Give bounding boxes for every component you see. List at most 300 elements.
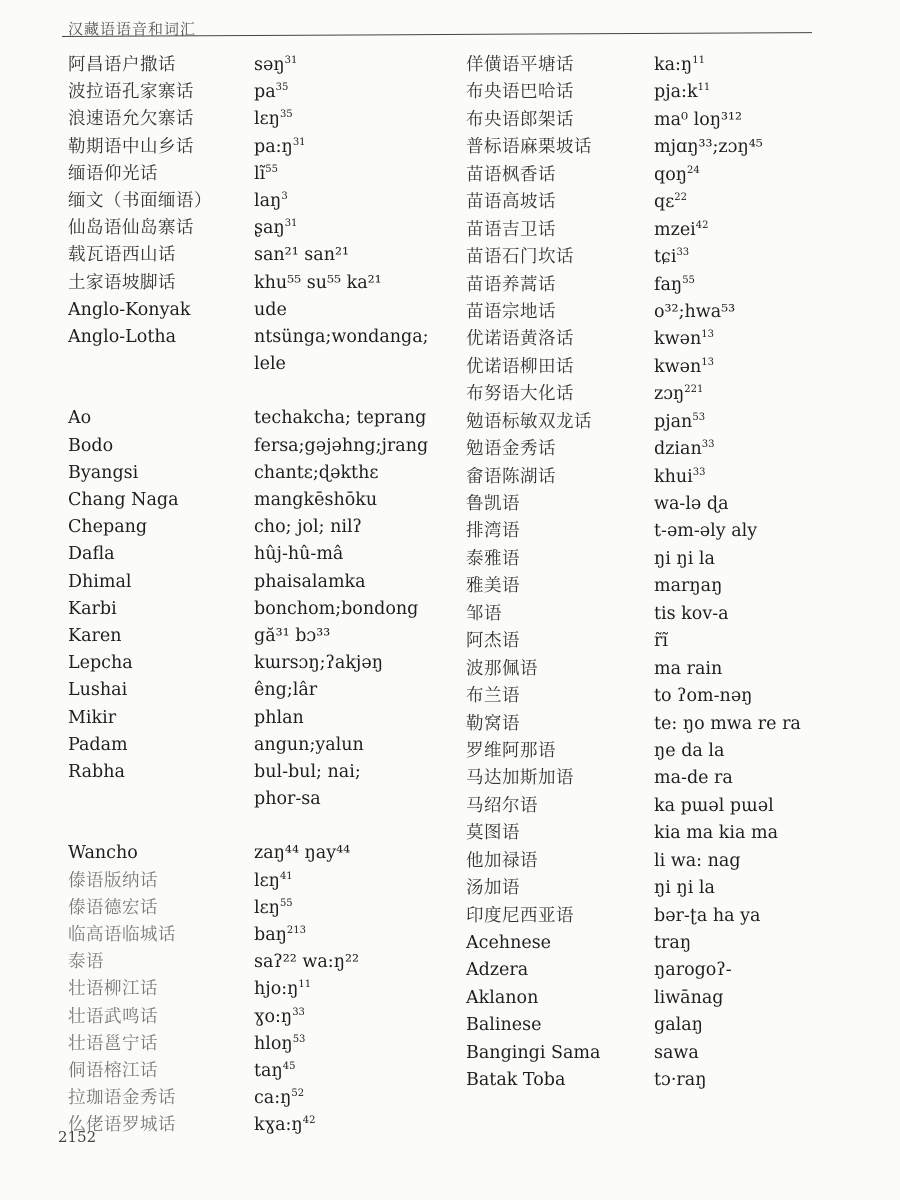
tone-superscript: 35	[279, 109, 293, 121]
entry-row	[466, 765, 846, 792]
word-form	[654, 765, 846, 792]
language-name: Adzera	[466, 960, 529, 981]
left-column	[68, 52, 428, 1140]
word-form	[654, 134, 846, 161]
entry-row	[466, 299, 846, 326]
language-name: Rabha	[68, 761, 125, 782]
word-form	[654, 217, 846, 244]
word-form	[254, 324, 429, 351]
entry-row	[466, 546, 846, 573]
word-form-text: sawa	[654, 1042, 699, 1063]
language-name: 波拉语孔家寨话	[68, 82, 194, 103]
word-form	[254, 270, 428, 297]
word-form-text: lele	[254, 354, 286, 375]
word-form	[654, 711, 846, 738]
word-form	[254, 1085, 428, 1112]
word-form	[654, 381, 846, 408]
entry-row	[466, 930, 846, 957]
language-name: 普标语麻栗坡话	[466, 137, 592, 158]
word-form	[254, 79, 428, 106]
entry-row	[68, 297, 428, 324]
entry-row	[68, 106, 428, 133]
tone-superscript: 45	[282, 1061, 296, 1073]
language-name: Lepcha	[68, 653, 133, 674]
entry-row	[68, 1004, 428, 1031]
entry-row	[68, 759, 428, 786]
language-name: Chepang	[68, 517, 148, 538]
word-form-text: phor-sa	[254, 789, 321, 810]
entry-row	[68, 786, 428, 813]
word-form	[654, 985, 846, 1012]
tone-superscript: 53	[292, 1033, 306, 1045]
entry-row	[466, 436, 846, 463]
entry-row	[68, 134, 428, 161]
word-form	[654, 189, 846, 216]
entry-row	[466, 107, 846, 134]
entry-row	[68, 650, 428, 677]
word-form-text: wa-lə ɖa	[654, 494, 729, 514]
entry-row	[466, 464, 846, 491]
language-name: 波那佩语	[466, 658, 538, 679]
entry-row	[466, 491, 846, 518]
tone-superscript: 55	[265, 163, 278, 175]
language-name: 雅美语	[466, 576, 520, 597]
language-name: 缅文（书面缅语）	[68, 190, 212, 211]
language-name: 布努语大化话	[466, 384, 574, 405]
entry-row	[466, 189, 846, 216]
word-form	[654, 79, 846, 106]
right-column	[466, 52, 846, 1095]
language-name: 壮语柳江话	[68, 979, 158, 1000]
word-form-text: tɕi	[654, 247, 677, 268]
language-name: 壮语邕宁话	[68, 1033, 158, 1054]
word-form	[254, 460, 428, 487]
language-name: 布央语巴哈话	[466, 82, 574, 103]
word-form-text: ntsünga;wondanga;	[254, 326, 429, 347]
entry-row	[68, 569, 428, 596]
tone-superscript: 33	[692, 466, 706, 478]
tone-superscript: 33	[292, 1006, 305, 1018]
word-form	[654, 738, 846, 765]
word-form	[654, 875, 846, 902]
tone-superscript: 41	[279, 870, 293, 882]
language-name: 泰语	[68, 952, 104, 973]
language-name: 佯僙语平塘话	[466, 55, 574, 75]
word-form	[254, 569, 428, 596]
language-name: 阿昌语户撒话	[68, 55, 176, 75]
word-form-text: êng;lâr	[254, 680, 318, 701]
language-name: 载瓦语西山话	[68, 245, 176, 266]
entry-row	[466, 354, 846, 381]
language-name: 土家语坡脚话	[68, 272, 176, 293]
entry-row	[466, 52, 846, 79]
entry-row	[68, 976, 428, 1003]
tone-superscript: 221	[684, 384, 704, 396]
tone-superscript: 11	[697, 82, 711, 94]
word-form-text: tɔ·raŋ	[654, 1070, 707, 1091]
word-form-text: baŋ	[254, 925, 287, 945]
language-name: Lushai	[68, 680, 128, 701]
tone-superscript: 213	[286, 925, 307, 937]
tone-superscript: 31	[284, 55, 298, 67]
word-form	[254, 949, 428, 976]
word-form	[254, 650, 428, 677]
language-name: 排湾语	[466, 521, 520, 542]
word-form-text: mangkēshōku	[254, 490, 378, 510]
language-name: Acehnese	[466, 933, 552, 953]
entry-row	[68, 732, 428, 759]
entry-row	[466, 711, 846, 738]
word-form-text: o³²;hwa⁵³	[654, 301, 736, 322]
word-form-text: pa:ŋ	[254, 136, 293, 157]
word-form	[254, 242, 428, 269]
word-form	[254, 868, 428, 895]
language-name: 壮语武鸣话	[68, 1006, 158, 1027]
tone-superscript: 42	[695, 219, 709, 231]
word-form-text: cho; jol; nilʔ	[254, 517, 362, 538]
language-name: 临高语临城话	[68, 925, 176, 945]
entry-row	[68, 460, 428, 487]
entry-row	[68, 514, 428, 541]
word-form	[654, 354, 846, 381]
word-form-text: traŋ	[654, 933, 692, 953]
word-form-text: kɣa:ŋ	[254, 1115, 303, 1136]
language-name: Dhimal	[68, 571, 132, 592]
language-name: 苗语养蒿话	[466, 274, 556, 295]
language-name: Dafla	[68, 544, 115, 565]
language-name: 马绍尔语	[466, 795, 538, 816]
word-form-text: qɛ	[654, 192, 675, 213]
language-name: 缅语仰光话	[68, 163, 158, 184]
entry-row	[68, 242, 428, 269]
entry-row	[466, 738, 846, 765]
word-form	[254, 1058, 428, 1085]
word-form-text: lĩ	[254, 163, 266, 184]
word-form	[254, 786, 428, 813]
language-name: 傣语德宏话	[68, 897, 158, 918]
word-form-text: saʔ²² wa:ŋ²²	[254, 952, 359, 973]
word-form-text: khui	[654, 466, 693, 487]
running-header: 汉藏语语音和词汇	[68, 20, 197, 38]
tone-superscript: 55	[682, 274, 695, 286]
language-name: 勉语金秀话	[466, 439, 556, 460]
word-form	[254, 134, 428, 161]
entry-row	[466, 1040, 846, 1067]
word-form-text: mzei	[654, 219, 696, 240]
entry-row	[466, 683, 846, 710]
language-name: Ao	[68, 408, 92, 429]
tone-superscript: 3	[281, 191, 288, 203]
word-form	[654, 930, 846, 957]
language-name: 马达加斯加语	[466, 768, 574, 789]
word-form-text: kia ma kia ma	[654, 823, 779, 844]
word-form-text: san²¹ san²¹	[254, 245, 349, 266]
word-form-text: te: ŋo mwa re ra	[654, 713, 801, 734]
word-form	[254, 705, 428, 732]
entry-row	[466, 793, 846, 820]
tone-superscript: 24	[687, 164, 700, 176]
language-name: 侗语榕江话	[68, 1060, 158, 1081]
word-form	[254, 106, 428, 133]
word-form-text: ka pɯəl pɯəl	[654, 795, 774, 816]
word-form-text: ŋi ŋi la	[654, 548, 715, 569]
word-form-text: səŋ	[254, 55, 285, 75]
word-form-text: taŋ	[254, 1060, 283, 1081]
entry-row	[68, 324, 428, 351]
tone-superscript: 13	[701, 329, 714, 341]
entry-row	[68, 1058, 428, 1085]
entry-row	[68, 949, 428, 976]
word-form-text: bul-bul; nai;	[254, 761, 361, 782]
word-form	[254, 1031, 428, 1058]
word-form	[654, 903, 846, 930]
language-name: 优诺语黄洛话	[466, 329, 574, 350]
tone-superscript: 53	[692, 411, 706, 423]
tone-superscript: 11	[298, 979, 312, 991]
entry-row	[466, 985, 846, 1012]
entry-row	[466, 217, 846, 244]
language-name: Karbi	[68, 598, 117, 619]
word-form	[654, 1012, 846, 1039]
word-form-text: li wa: nag	[654, 850, 741, 871]
word-form	[654, 683, 846, 710]
entry-row	[68, 161, 428, 188]
entry-row	[68, 596, 428, 623]
word-form	[654, 409, 846, 436]
word-form-text: chantɛ;ɖəkthɛ	[254, 462, 379, 483]
word-form-text: zɔŋ	[654, 384, 685, 405]
entry-row	[68, 1031, 428, 1058]
entry-row	[466, 381, 846, 408]
word-form-text: ma-de ra	[654, 768, 733, 789]
entry-row	[68, 623, 428, 650]
word-form-text: phaisalamka	[254, 571, 366, 592]
entry-row	[68, 433, 428, 460]
word-form	[254, 514, 428, 541]
word-form-text: phlan	[254, 707, 304, 728]
entry-row	[68, 895, 428, 922]
word-form	[654, 628, 846, 655]
entry-row	[68, 215, 428, 242]
entry-row	[466, 162, 846, 189]
entry-row	[466, 848, 846, 875]
word-form-text: kwən	[654, 329, 702, 350]
word-form	[254, 541, 428, 568]
entry-row	[466, 1067, 846, 1094]
entry-row	[68, 1085, 428, 1112]
language-name: Chang Naga	[68, 490, 179, 510]
word-form-text: zaŋ⁴⁴ ŋay⁴⁴	[254, 843, 351, 864]
word-form-text: angun;yalun	[254, 734, 364, 755]
entry-row	[68, 1112, 428, 1139]
word-form-text: hloŋ	[254, 1033, 293, 1054]
entry-row	[68, 487, 428, 514]
entry-row	[466, 820, 846, 847]
tone-superscript: 11	[692, 55, 705, 67]
language-name: 苗语吉卫话	[466, 219, 556, 240]
entry-row	[68, 677, 428, 704]
word-form	[254, 677, 428, 704]
tone-superscript: 31	[284, 218, 298, 230]
entry-row	[68, 868, 428, 895]
word-form	[254, 405, 428, 432]
word-form	[654, 546, 846, 573]
entry-row	[68, 270, 428, 297]
word-form	[254, 895, 428, 922]
word-form-text: ɣo:ŋ	[254, 1006, 293, 1027]
word-form	[254, 623, 428, 650]
language-name: 勒窝语	[466, 713, 520, 734]
entry-row	[466, 79, 846, 106]
entry-row	[466, 134, 846, 161]
language-name: 布兰语	[466, 686, 520, 707]
entry-row	[466, 518, 846, 545]
blank-line	[68, 813, 428, 840]
word-form	[654, 326, 846, 353]
word-form-text: mjɑŋ³³;zɔŋ⁴⁵	[654, 137, 763, 158]
word-form	[254, 1004, 428, 1031]
entry-row	[466, 573, 846, 600]
entry-row	[466, 1012, 846, 1039]
word-form-text: hûj-hû-mâ	[254, 544, 344, 565]
language-name: 苗语宗地话	[466, 301, 556, 322]
word-form-text: ca:ŋ	[254, 1088, 292, 1109]
language-name: Karen	[68, 625, 122, 646]
language-name: Bodo	[68, 435, 114, 456]
language-name: 拉珈语金秀话	[68, 1088, 176, 1109]
word-form	[654, 793, 846, 820]
language-name: Bangingi Sama	[466, 1042, 601, 1063]
word-form	[254, 976, 428, 1003]
entry-row	[466, 656, 846, 683]
language-name: 鲁凯语	[466, 494, 520, 514]
word-form	[654, 464, 846, 491]
word-form-text: faŋ	[654, 274, 683, 295]
word-form-text: lɛŋ	[254, 897, 280, 918]
entry-row	[68, 541, 428, 568]
word-form	[654, 107, 846, 134]
language-name: 罗维阿那语	[466, 740, 556, 761]
word-form	[654, 299, 846, 326]
word-form	[254, 922, 428, 949]
word-form-text: pa	[254, 82, 276, 103]
word-form	[654, 656, 846, 683]
word-form-text: dzian	[654, 439, 702, 460]
word-form	[254, 297, 428, 324]
language-name: 仙岛语仙岛寨话	[68, 218, 194, 239]
word-form-text: hjo:ŋ	[254, 979, 299, 1000]
entry-row	[466, 875, 846, 902]
word-form	[254, 840, 428, 867]
language-name: 勉语标敏双龙话	[466, 411, 592, 432]
word-form	[254, 161, 428, 188]
language-name: 印度尼西亚语	[466, 905, 574, 926]
entry-row	[68, 922, 428, 949]
entry-row	[68, 79, 428, 106]
word-form	[254, 351, 428, 378]
word-form-text: tis kov-a	[654, 603, 729, 624]
tone-superscript: 35	[275, 82, 289, 94]
entry-row	[466, 628, 846, 655]
language-name: Batak Toba	[466, 1070, 566, 1091]
language-name: Padam	[68, 734, 128, 755]
word-form-text: fersa;gəjəhng;jrang	[254, 435, 429, 456]
entry-row	[466, 957, 846, 984]
entry-row	[68, 840, 428, 867]
language-name: 优诺语柳田话	[466, 356, 574, 377]
word-form	[254, 1112, 428, 1139]
entry-row	[466, 326, 846, 353]
entry-row	[68, 351, 428, 378]
word-form-text: gă³¹ bɔ³³	[254, 625, 331, 646]
language-name: Mikir	[68, 707, 117, 728]
word-form-text: pjan	[654, 411, 693, 432]
language-name: 浪速语允欠寨话	[68, 109, 194, 130]
entry-row	[466, 903, 846, 930]
word-form-text: lɛŋ	[254, 109, 280, 130]
entry-row	[68, 405, 428, 432]
language-name: 阿杰语	[466, 631, 520, 652]
word-form	[254, 215, 428, 242]
language-name: 汤加语	[466, 878, 520, 899]
word-form-text: pja:k	[654, 82, 698, 103]
entry-row	[68, 705, 428, 732]
word-form-text: ude	[254, 299, 287, 320]
word-form	[654, 518, 846, 545]
entry-row	[466, 601, 846, 628]
tone-superscript: 55	[279, 897, 293, 909]
word-form	[254, 188, 428, 215]
word-form	[654, 436, 846, 463]
entry-row	[466, 409, 846, 436]
entry-row	[466, 244, 846, 271]
word-form	[654, 272, 846, 299]
tone-superscript: 42	[302, 1115, 316, 1127]
word-form-text: ŋarogoʔ-	[654, 960, 732, 981]
word-form	[254, 433, 428, 460]
word-form	[254, 759, 428, 786]
tone-superscript: 52	[291, 1088, 305, 1100]
language-name: 苗语石门坎话	[466, 247, 574, 268]
word-form	[654, 820, 846, 847]
tone-superscript: 33	[701, 439, 715, 451]
language-name: Byangsi	[68, 462, 139, 483]
word-form-text: khu⁵⁵ su⁵⁵ ka²¹	[254, 272, 382, 293]
word-form	[654, 573, 846, 600]
language-name: Aklanon	[466, 987, 539, 1008]
word-form-text: kɯrsɔŋ;ʔakjəŋ	[254, 653, 383, 674]
entry-row	[68, 52, 428, 79]
word-form	[254, 487, 428, 514]
page-number: 2152	[58, 1128, 97, 1146]
word-form-text: galaŋ	[654, 1015, 703, 1036]
word-form-text: techakcha; teprang	[254, 408, 427, 429]
tone-superscript: 31	[292, 136, 306, 148]
language-name: 布央语郎架话	[466, 109, 574, 130]
word-form	[254, 596, 428, 623]
blank-line	[68, 378, 428, 405]
tone-superscript: 33	[676, 247, 690, 259]
tone-superscript: 13	[701, 356, 714, 368]
word-form-text: ʂaŋ	[254, 218, 285, 239]
language-name: 莫图语	[466, 823, 520, 844]
word-form	[254, 52, 428, 79]
language-name: Wancho	[68, 843, 138, 864]
word-form-text: ŋe da la	[654, 740, 725, 761]
word-form-text: ka:ŋ	[654, 55, 693, 75]
word-form-text: liwānag	[654, 987, 724, 1008]
word-form	[654, 848, 846, 875]
